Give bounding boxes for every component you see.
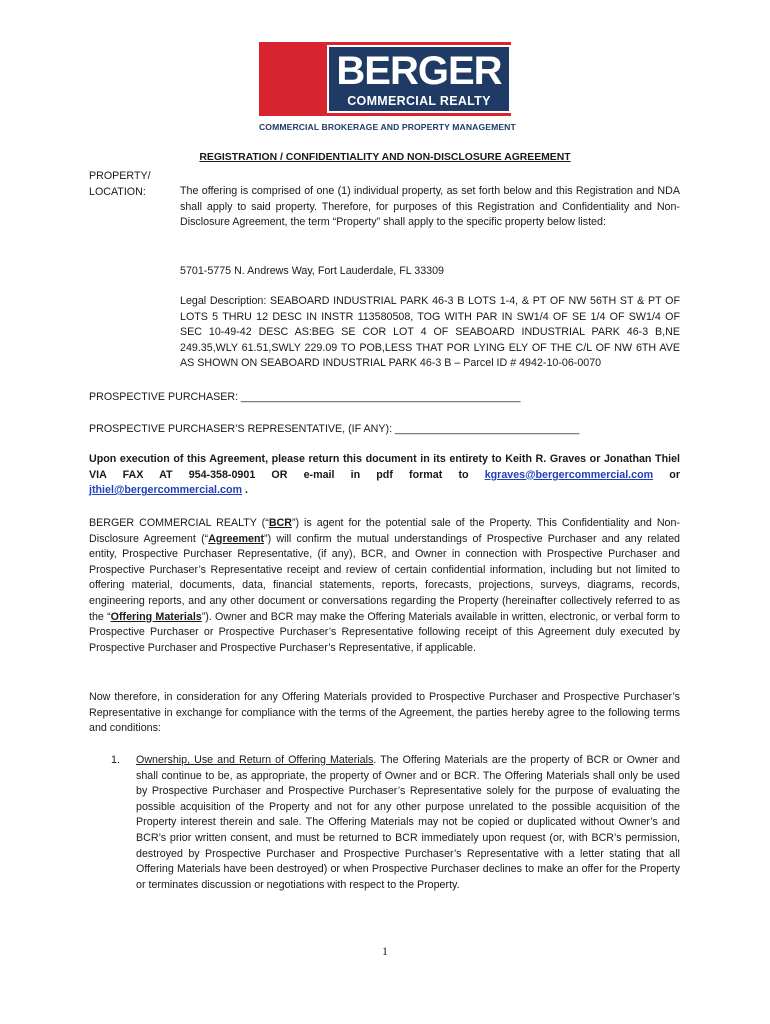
property-address: 5701-5775 N. Andrews Way, Fort Lauderdale, FL 33309 [180, 265, 444, 277]
legal-description: Legal Description: SEABOARD INDUSTRIAL PARK 46-3 B LOTS 1-4, & PT OF NW 56TH ST & PT OF LOTS 5 THRU 12 DESC IN INSTR 113580508, TOG WITH PAR IN SW1/4 OF SE 1/4 OF SW1/4 OF SEC 10-49-42 DESC AS:BEG SE COR LOT 4 OF SEABOARD INDUSTRIAL PARK 46-3 B,NE 249.35,WLY 61.51,SWLY 229.09 TO POB,LESS THAT POR LYING ELY OF THE C/L OF NW 6TH AVE AS SHOWN ON SEABOARD INDUSTRIAL PARK 46-3 B – Parcel ID # 4942-10-06-0070 [180, 295, 680, 370]
purchaser-blank[interactable]: _______________________________________________ [241, 391, 521, 403]
bcr-term: BCR [268, 517, 292, 529]
logo-subtitle: COMMERCIAL REALTY [347, 94, 491, 108]
bcr-text-4: ”). Owner and BCR may make the Offering Materials available in written, electronic, or verbal form to Prospective Purchaser or Prospective Purchaser’s Representative following receipt of this Agreement duly executed by Prospective Purchaser and Prospective Purchaser’s Representative, if applicable. [89, 610, 680, 654]
item-ownership-use-return [136, 753, 680, 893]
now-therefore-paragraph: Now therefore, in consideration for any Offering Materials provided to Prospective Purchaser and Prospective Purchaser’s Representative in exchange for compliance with the terms of the Agreement, the parties hereby agree to the following terms and conditions: [89, 691, 680, 735]
document-title: REGISTRATION / CONFIDENTIALITY AND NON-DISCLOSURE AGREEMENT [199, 152, 571, 163]
bcr-paragraph [89, 516, 680, 656]
offering-materials-term: Offering Materials [110, 610, 202, 623]
agreement-term: Agreement [208, 532, 265, 545]
email-link-jthiel[interactable]: jthiel@bergercommercial.com [89, 484, 242, 497]
instructions-or: or [653, 468, 680, 481]
representative-blank[interactable]: _______________________________ [395, 423, 580, 435]
email-link-kgraves[interactable]: kgraves@bergercommercial.com [484, 468, 654, 481]
page-number: 1 [382, 944, 388, 958]
item-number: 1. [111, 754, 120, 766]
purchaser-representative-field [89, 422, 689, 438]
property-label: PROPERTY/ [89, 170, 151, 182]
company-tagline: COMMERCIAL BROKERAGE AND PROPERTY MANAGEMENT [259, 122, 516, 132]
purchaser-label: PROSPECTIVE PURCHASER: [89, 391, 239, 403]
return-instructions [89, 452, 680, 499]
property-location-label [89, 169, 174, 200]
location-label: LOCATION: [89, 185, 146, 198]
item-body-text: . The Offering Materials are the property of BCR or Owner and shall continue to be, as appropriate, the property of Owner and or BCR. The Offering Materials shall only be used by Prospective Purchaser and Prospective Purchaser’s Representative solely for the purpose of evaluating the possible acquisition of the Property and not for any other purpose unrelated to the possible acquisition of the Property interest therein and sale. The Offering Materials may not be copied or duplicated without Owner’s and BCR’s prior written consent, and must be returned to BCR immediately upon request (or, with BCR’s permission, destroyed by Prospective Purchaser and Prospective Purchaser’s Representative with a letter stating that all Offering Materials have been destroyed) or when Prospective Purchaser declines to make an offer for the Property or terminates discussion or negotiations with respect to the Property. [136, 754, 680, 891]
bcr-text-2: ”) is agent for the potential sale of the Property. This Confidentiality and Non-Disclosure Agreement (“ [89, 517, 680, 545]
offering-paragraph: The offering is comprised of one (1) individual property, as set forth below and this Registration and NDA shall apply to said property. Therefore, for purposes of this Registration and Confidentiality and Non-Disclosure Agreement, the term “Property” shall apply to the specific property below listed: [180, 185, 680, 229]
bcr-text-1: BERGER COMMERCIAL REALTY (“ [89, 517, 269, 529]
instructions-end: . [241, 484, 248, 497]
prospective-purchaser-field [89, 390, 689, 406]
logo-name: BERGER [336, 49, 502, 93]
instructions-text: Upon execution of this Agreement, please return this document in its entirety to Keith R. Graves or Jonathan Thiel VIA FAX AT 954-358-0901 OR e-mail in pdf format to [89, 453, 680, 481]
bcr-text-3: ”) will confirm the mutual understandings of Prospective Purchaser and any related entity, Prospective Purchaser Representative, (if any), BCR, and Owner in connection with Prospective Purchaser and Prospective Purchaser’s Representative receipt and review of certain confidential information, including but not limited to offering material, documents, data, financial statements, reports, forecasts, projections, surveys, diagrams, records, engineering reports, and any other document or conversations regarding the Property (hereinafter collectively referred to as the “ [89, 532, 680, 623]
representative-label: PROSPECTIVE PURCHASER’S REPRESENTATIVE, (IF ANY): [89, 423, 393, 435]
company-logo [327, 45, 511, 113]
item-heading: Ownership, Use and Return of Offering Materials [136, 754, 374, 766]
